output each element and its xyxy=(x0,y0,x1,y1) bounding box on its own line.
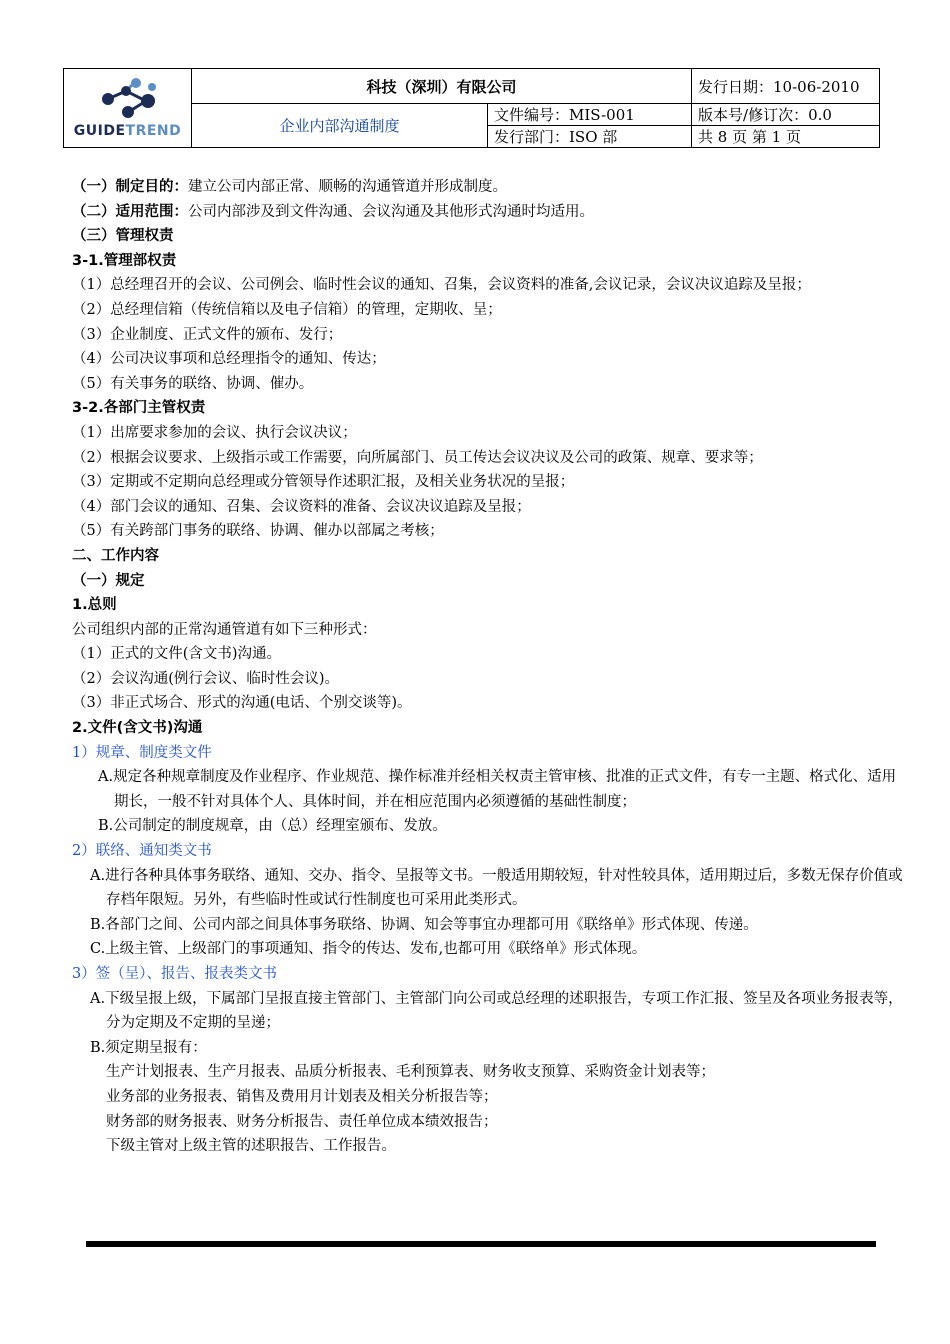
paragraph-line: （1）正式的文件(含文书)沟通。 xyxy=(72,646,282,663)
report-list-item: 业务部的业务报表、销售及费用月计划表及相关分析报告等； xyxy=(106,1088,498,1105)
section-heading xyxy=(72,249,910,274)
subsection-item: A.下级呈报上级，下属部门呈报直接主管部门、主管部门向公司或总经理的述职报告，专项工作汇报、签呈及各项业务报表等，分为定期及不定期的呈递； xyxy=(90,990,903,1032)
company-name: 科技（深圳）有限公司 xyxy=(192,69,692,104)
paragraph-line: （3）定期或不定期向总经理或分管领导作述职汇报，及相关业务状况的呈报； xyxy=(72,474,575,491)
document-header xyxy=(63,68,880,148)
section-heading xyxy=(72,716,910,741)
page-count: 共 8 页 第 1 页 xyxy=(692,126,880,148)
subsection-item: B.各部门之间、公司内部之间具体事务联络、协调、知会等事宜办理都可用《联络单》形式体现、传递。 xyxy=(90,916,758,933)
section-heading xyxy=(72,569,910,594)
heading-label: （一）制定目的： xyxy=(72,179,188,195)
issue-date: 发行日期：10-06-2010 xyxy=(692,69,880,104)
subsection-heading: 3）签（呈）、报告、报表类文书 xyxy=(72,966,277,982)
subsection-item: C.上级主管、上级部门的事项通知、指令的传达、发布,也都可用《联络单》形式体现。 xyxy=(90,941,647,958)
subsection-heading: 1）规章、制度类文件 xyxy=(72,744,212,761)
section-heading xyxy=(72,396,910,421)
paragraph-line: （5）有关跨部门事务的联络、协调、催办以部属之考核； xyxy=(72,523,444,540)
paragraph-line: （2）会议沟通(例行会议、临时性会议)。 xyxy=(72,670,340,687)
subsection-item: B.公司制定的制度规章，由（总）经理室颁布、发放。 xyxy=(98,818,447,835)
company-logo xyxy=(64,69,192,148)
heading-label: （三）管理权责 xyxy=(72,228,174,245)
report-list-item: 生产计划报表、生产月报表、品质分析报表、毛利预算表、财务收支预算、采购资金计划表等； xyxy=(106,1064,715,1081)
paragraph-line: 公司组织内部的正常沟通管道有如下三种形式： xyxy=(72,621,377,638)
document-version: 版本号/修订次：0.0 xyxy=(692,104,880,126)
heading-label: 2.文件(含文书)沟通 xyxy=(72,720,203,737)
heading-label: 二、工作内容 xyxy=(72,547,159,564)
section-heading xyxy=(72,544,910,569)
body-sections xyxy=(72,741,910,1159)
paragraph-line: （3）非正式场合、形式的沟通(电话、个别交谈等)。 xyxy=(72,695,412,712)
subsection-item: A.规定各种规章制度及作业程序、作业规范、操作标准并经相关权责主管审核、批准的正式文件，有专一主题、格式化、适用期长，一般不针对具体个人、具体时间，并在相应范围内必须遵循的基础性制度； xyxy=(98,769,897,810)
paragraph-line: （4）公司决议事项和总经理指令的通知、传达； xyxy=(72,351,386,368)
section-heading xyxy=(72,224,910,249)
heading-label: 1.总则 xyxy=(72,597,117,614)
logo-wordmark: GUIDETREND xyxy=(73,123,182,139)
section-heading xyxy=(72,175,910,200)
heading-label: 3-1.管理部权责 xyxy=(72,252,177,269)
paragraph-line: （2）根据会议要求、上级指示或工作需要，向所属部门、员工传达会议决议及公司的政策、规章、要求等； xyxy=(72,449,763,466)
logo-molecule-icon xyxy=(96,77,160,121)
body-lines xyxy=(72,175,910,741)
paragraph-line: （4）部门会议的通知、召集、会议资料的准备、会议决议追踪及呈报； xyxy=(72,498,531,515)
subsection-item: A.进行各种具体事务联络、通知、交办、指令、呈报等文书。一般适用期较短，针对性较具体，适用期过后，多数无保存价值或存档年限短。另外，有些临时性或试行性制度也可采用此类形式。 xyxy=(90,867,903,909)
paragraph-line: （1）总经理召开的会议、公司例会、临时性会议的通知、召集，会议资料的准备,会议记录，会议决议追踪及呈报； xyxy=(72,277,811,294)
paragraph-line: （3）企业制度、正式文件的颁布、发行； xyxy=(72,326,343,343)
document-body xyxy=(72,175,910,1159)
subsection-heading: 2）联络、通知类文书 xyxy=(72,843,212,860)
footer-rule xyxy=(86,1241,876,1247)
section-heading xyxy=(72,593,910,618)
document-title: 企业内部沟通制度 xyxy=(192,104,488,148)
heading-label: 3-2.各部门主管权责 xyxy=(72,400,206,417)
subsection-item: B.须定期呈报有： xyxy=(90,1039,207,1056)
report-list-item: 财务部的财务报表、财务分析报告、责任单位成本绩效报告； xyxy=(106,1113,498,1130)
issuing-department: 发行部门：ISO 部 xyxy=(488,126,692,148)
paragraph-line: （5）有关事务的联络、协调、催办。 xyxy=(72,375,314,392)
report-list-item: 下级主管对上级主管的述职报告、工作报告。 xyxy=(106,1138,396,1155)
heading-text: 公司内部涉及到文件沟通、会议沟通及其他形式沟通时均适用。 xyxy=(188,203,594,220)
heading-label: （一）规定 xyxy=(72,572,145,589)
paragraph-line: （2）总经理信箱（传统信箱以及电子信箱）的管理，定期收、呈； xyxy=(72,301,502,318)
section-heading xyxy=(72,200,910,225)
heading-label: （二）适用范围： xyxy=(72,203,188,220)
heading-text: 建立公司内部正常、顺畅的沟通管道并形成制度。 xyxy=(188,179,507,195)
paragraph-line: （1）出席要求参加的会议、执行会议决议； xyxy=(72,424,357,441)
document-number: 文件编号：MIS-001 xyxy=(488,104,692,126)
